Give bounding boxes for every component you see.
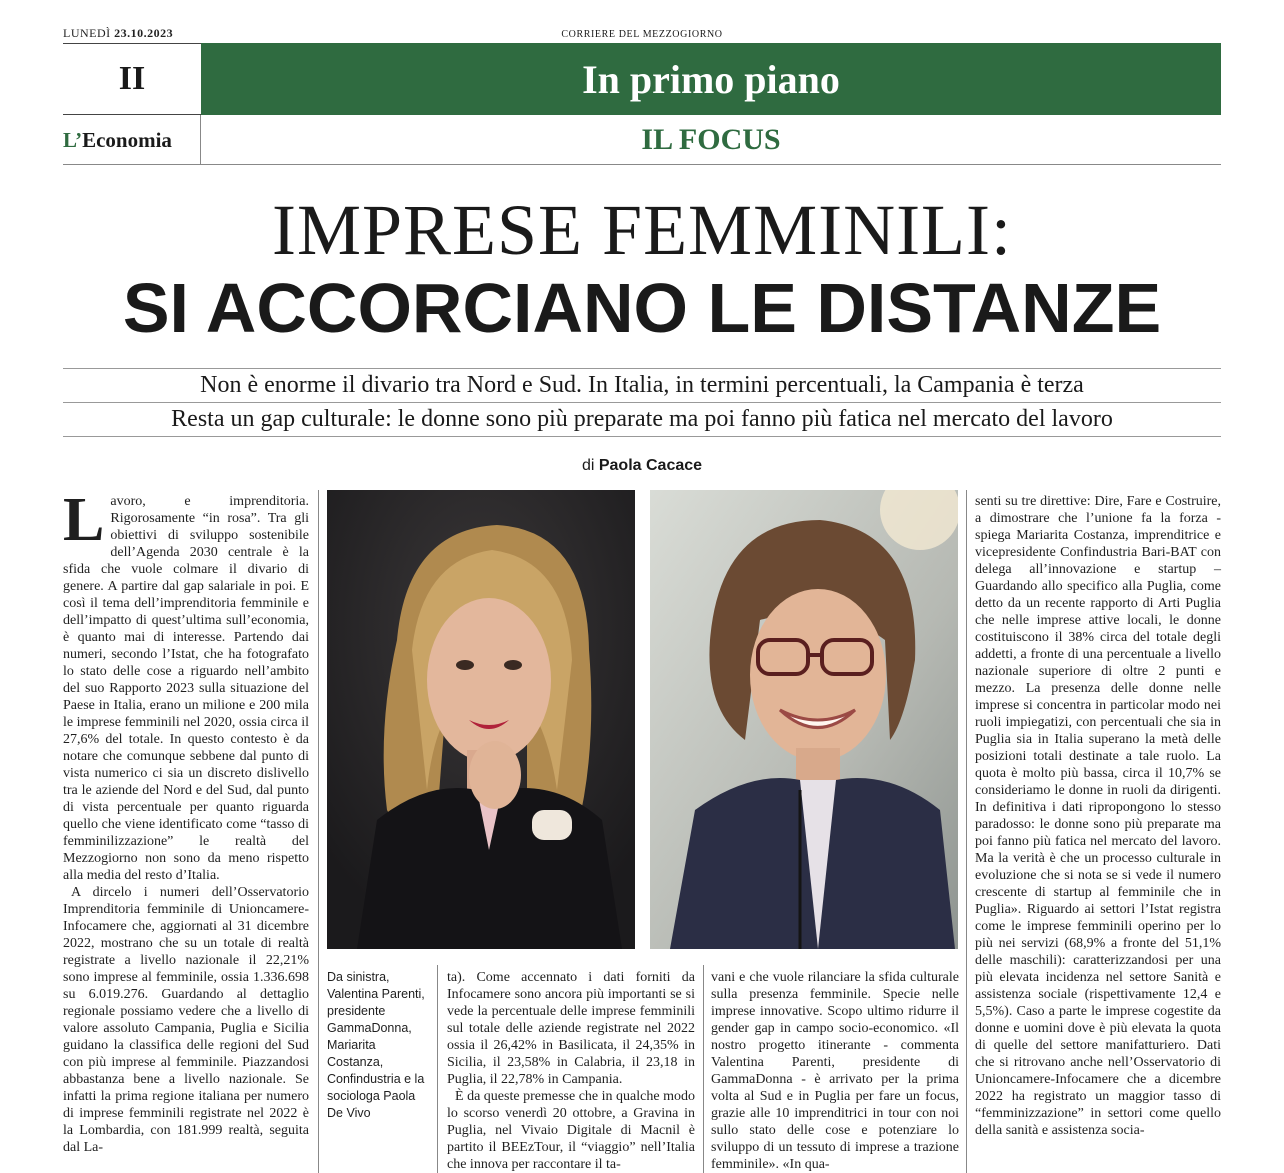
article-paragraph: senti su tre direttive: Dire, Fare e Costruire, a dimostrare che l’unione fa la forza - spiega Mariarita Costanza, imprenditrice e vicepresidente Confindustria Bari-BAT con delega all’innovazione e startup – Guardando allo specifico alla Puglia, come detto da un recente rapporto di Arti Puglia che nelle imprese attive locali, le donne costituiscono il 38% circa del totale degli addetti, a fronte di una percentuale a livello nazionale superiore di oltre 2 punti e mezzo. La presenza delle donne nelle imprese si concentra in particolar modo nei ruoli impiegatizi, con percentuali che sia in Puglia sia in Italia superano la metà delle posizioni totali destinate a tale ruolo. La quota è molto più bassa, circa il 10,7% se consideriamo le donne in ruoli da dirigenti. In definitiva i dati ripropongono lo stesso paradosso: le donne sono più preparate ma poi fanno più fatica nel mercato del lavoro. Ma la verità è che un processo culturale in evoluzione che si nota se si vede il numero crescente di startup al femminile che in Puglia». Riguardo ai settori l’Istat registra come le imprese femminili operino per lo più nei servizi (68,9% a fronte del 51,1% delle maschili): caratterizzandosi per una più elevata incidenza nel settore Sanità e assistenza sociale (rispettivamente 12,4 e 5,5%). Caso a parte le imprese cogestite da donne e uomini dove è più elevata la quota di quelle del settore manifatturiero. Dati che si ritrovano anche nell’Osservatorio di Unioncamere-Infocamere che a dicembre 2022 ha registrato un maggior tasso di “femminizzazione” in settori come quello della sanità e assistenza socia- (975, 494, 1221, 1138)
page-number: II (63, 43, 201, 115)
column-divider (703, 965, 704, 1173)
photo-caption: Da sinistra, Valentina Parenti, presidente GammaDonna, Mariarita Costanza, Confindustria e la sociologa Paola De Vivo (327, 970, 425, 1120)
section-band-title: In primo piano (582, 56, 840, 102)
portrait-photo-mariarita-costanza (650, 490, 958, 949)
portrait-photo-valentina-parenti (327, 490, 635, 949)
issue-date-value: 23.10.2023 (114, 26, 174, 40)
article-column-4 (975, 493, 1221, 1139)
dropcap: L (63, 486, 105, 554)
subhead-rule-bottom (63, 436, 1221, 437)
section-band (201, 43, 1221, 115)
column-divider (437, 965, 438, 1173)
headline-line2: SI ACCORCIANO LE DISTANZE (122, 269, 1162, 347)
article-paragraph: A dircelo i numeri dell’Osservatorio Imprenditoria femminile di Unioncamere-Infocamere che, aggiornati al 31 dicembre 2022, mostrano che su un totale di realtà registrate a livello nazionale il 22,21% sono imprese al femminile, ossia 1.336.698 su 6.019.276. Guardando al dettaglio regionale possiamo vedere che a livello di valore assoluto Campania, Puglia e Sicilia guidano la classifica delle regioni del Sud con più imprese al femminile. Piazzandosi abbastanza bene a livello nazionale. Se infatti la prima regione italiana per numero di imprese femminili registrate nel 2022 è la Lombardia, con 181.999 realtà, seguita dal La- (63, 885, 309, 1155)
subhead-rule-top (63, 368, 1221, 369)
byline-prefix: di (581, 457, 595, 474)
article-column-3 (711, 969, 959, 1173)
subhead-1: Non è enorme il divario tra Nord e Sud. In Italia, in termini percentuali, la Campania è terza (200, 372, 1084, 398)
article-text: avoro, e imprenditoria. Rigorosamente “in rosa”. Tra gli obiettivi di sviluppo sostenibile dell’Agenda 2030 centrale è la sfida che vuole colmare il divario di genere. A partire dal gap salariale in poi. E così il tema dell’imprenditoria femminile e dell’impatto di quest’ultima sull’economia, è quanto mai di interesse. Partendo dai numeri, secondo l’Istat, che ha fotografato lo stato delle cose a riguardo nell’ambito del suo Rapporto 2023 sulla situazione del Paese in Italia, erano un milione e 200 mila le imprese femminili nel 2020, ossia circa il 27,6% del totale. In questo contesto è da notare che comunque sebbene dal punto di vista numerico ci sia un discreto dislivello tra le aziende del Nord e del Sud, dal punto di vista percentuale per quanto riguarda quello che viene identificato come “tasso di femminilizzazione” le realtà del Mezzogiorno non sono da meno rispetto alla media del resto d’Italia. (63, 494, 309, 883)
newspaper-name: CORRIERE DEL MEZZOGIORNO (561, 29, 723, 40)
column-divider (318, 490, 319, 1173)
kicker: IL FOCUS (641, 123, 781, 156)
portrait-illustration (327, 490, 635, 949)
issue-day: LUNEDÌ (63, 26, 111, 40)
article-column-2 (447, 969, 695, 1173)
article-column-1 (63, 486, 309, 1156)
byline-author: Paola Cacace (598, 457, 703, 474)
supplement-name: Economia (82, 127, 172, 152)
portrait-illustration (650, 490, 958, 949)
column-divider (966, 490, 967, 1173)
supplement-prefix: L’ (63, 127, 83, 152)
article-paragraph: vani e che vuole rilanciare la sfida culturale sulla presenza femminile. Specie nelle imprese innovative. Scopo ultimo ridurre il gender gap in campo socio-economico. «Il nostro progetto itinerante - commenta Valentina Parenti, presidente di GammaDonna - è arrivato per la prima volta al Sud e in Puglia per fare un focus, grazie alle 10 imprenditrici in tour con noi sullo stato delle cose e potenziare lo sviluppo di un tessuto di imprese a trazione femminile». «In qua- (711, 970, 959, 1172)
byline (0, 457, 1284, 475)
subhead-2: Resta un gap culturale: le donne sono più preparate ma poi fanno più fatica nel mercato del lavoro (171, 406, 1113, 432)
headline-line1: IMPRESE FEMMINILI: (271, 190, 1013, 270)
article-paragraph: È da queste premesse che in qualche modo lo scorso venerdì 20 ottobre, a Gravina in Puglia, nel Vivaio Digitale di Macnil è partito il BEEzTour, il “viaggio” nell’Italia che innova per raccontare il ta- (447, 1089, 695, 1172)
article-paragraph (63, 486, 309, 884)
subhead-rule-mid (63, 402, 1221, 403)
supplement-logo (63, 115, 201, 165)
article-paragraph: ta). Come accennato i dati forniti da Infocamere sono ancora più importanti se si vede la percentuale delle imprese femminili sul totale delle aziende registrate nel 2022 ossia il 26,42% in Basilicata, il 24,35% in Sicilia, il 23,58% in Calabria, il 23,18 in Puglia, il 22,78% in Campania. (447, 970, 695, 1087)
